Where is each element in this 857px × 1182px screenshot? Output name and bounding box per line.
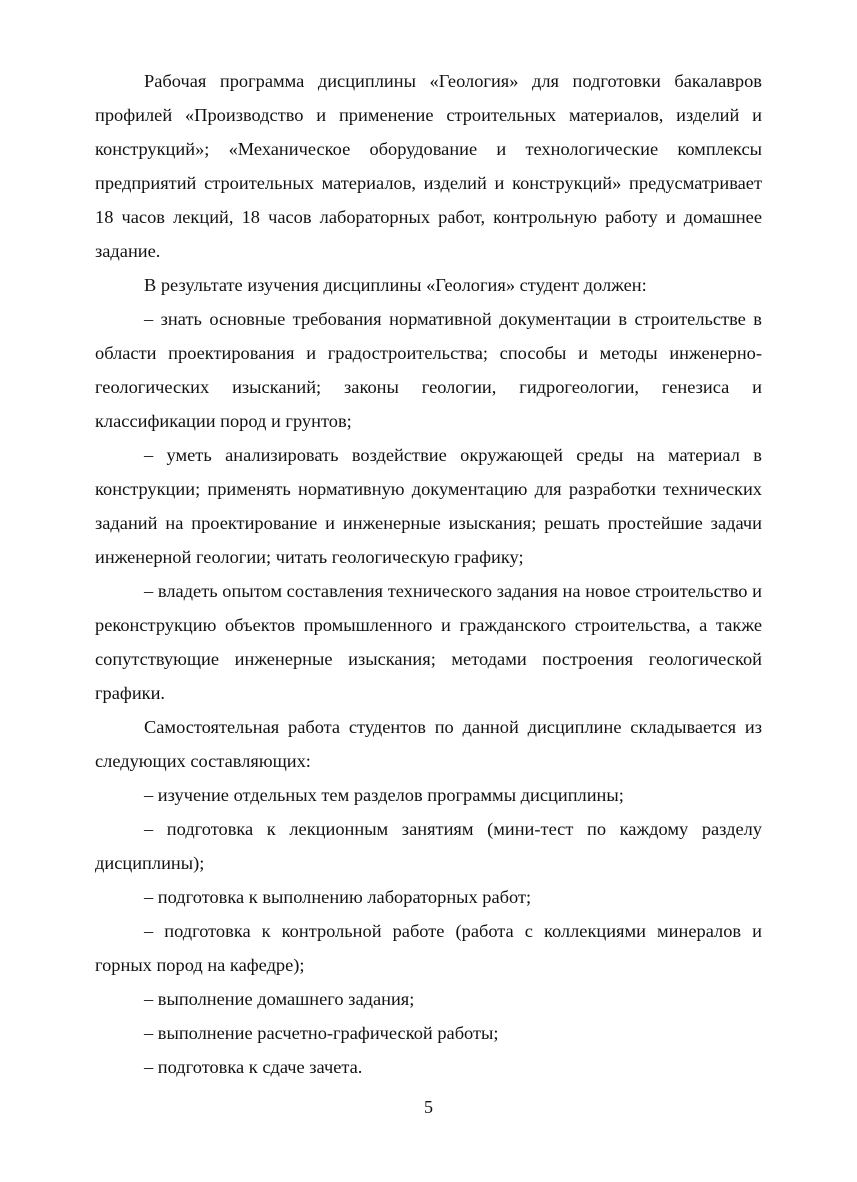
list-item-exam-prep: – подготовка к сдаче зачета. — [144, 1057, 363, 1077]
paragraph-course-description: Рабочая программа дисциплины «Геология» для подготовки бакалавров профилей «Производство и применение строительных материалов, изделий и конструкций»; «Механическое оборудование и технологические комплексы предприятий строительных материалов, изделий и конструкций» предусматривает 18 часов лекций, 18 часов лабораторных работ, контрольную работу и домашнее задание. — [95, 71, 762, 261]
paragraph-learning-outcomes-intro: В результате изучения дисциплины «Геология» студент должен: — [144, 275, 647, 295]
list-item-lab-prep: – подготовка к выполнению лабораторных работ; — [144, 887, 532, 907]
page-number: 5 — [424, 1097, 433, 1117]
list-item-calc-graphic-work: – выполнение расчетно-графической работы; — [144, 1023, 499, 1043]
list-item-be-able: – уметь анализировать воздействие окружающей среды на материал в конструкции; применять нормативную документацию для разработки технических заданий на проектирование и инженерные изыскания; решать простейшие задачи инженерной геологии; читать геологическую графику; — [95, 445, 762, 567]
list-item-test-prep: – подготовка к контрольной работе (работа с коллекциями минералов и горных пород на кафедре); — [95, 921, 762, 975]
list-item-study-topics: – изучение отдельных тем разделов программы дисциплины; — [144, 785, 624, 805]
list-item-master: – владеть опытом составления технического задания на новое строительство и реконструкцию объектов промышленного и гражданского строительства, а также сопутствующие инженерные изыскания; методами построения геологической графики. — [95, 581, 762, 703]
list-item-homework: – выполнение домашнего задания; — [144, 989, 415, 1009]
paragraph-independent-work-intro: Самостоятельная работа студентов по данной дисциплине складывается из следующих составляющих: — [95, 717, 762, 771]
document-body — [95, 64, 762, 1084]
list-item-know: – знать основные требования нормативной документации в строительстве в области проектирования и градостроительства; способы и методы инженерно-геологических изысканий; законы геологии, гидрогеологии, генезиса и классификации пород и грунтов; — [95, 309, 762, 431]
list-item-lecture-prep: – подготовка к лекционным занятиям (мини-тест по каждому разделу дисциплины); — [95, 819, 762, 873]
